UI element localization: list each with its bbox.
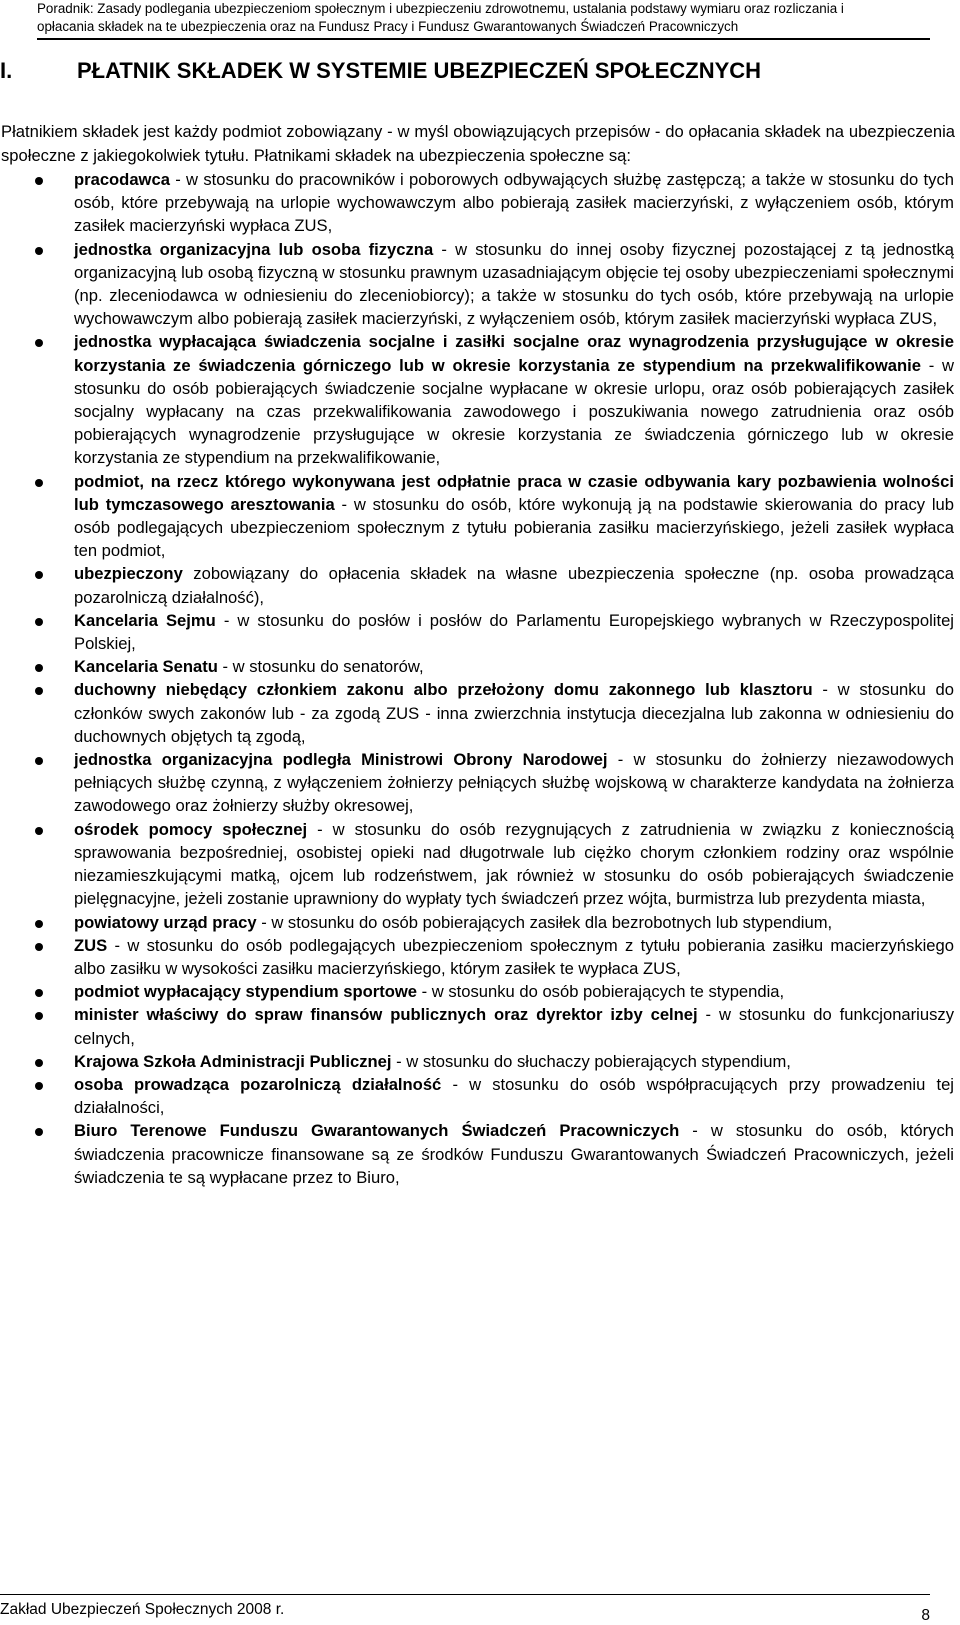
- bullet-icon: [35, 920, 43, 928]
- bullet-icon: [35, 1012, 43, 1020]
- payer-name: pracodawca: [74, 170, 170, 189]
- payer-list-item: [0, 168, 960, 238]
- payer-name: jednostka organizacyjna lub osoba fizyczna: [74, 239, 434, 259]
- bullet-icon: [35, 339, 43, 347]
- bullet-icon: [35, 618, 43, 626]
- payer-list-item: [0, 562, 960, 608]
- payer-name: Biuro Terenowe Funduszu Gwarantowanych Świadczeń Pracowniczych: [74, 1121, 680, 1141]
- section-number: I.: [0, 58, 13, 83]
- payer-name: jednostka organizacyjna podległa Ministrowi Obrony Narodowej: [74, 750, 608, 770]
- payer-list-item: [0, 818, 960, 911]
- payer-list-item: [0, 655, 960, 678]
- payer-description: - w stosunku do osób podlegających ubezpieczeniom społecznym z tytułu pobierania zasiłku macierzyńskiego albo zasiłku w wysokości zasiłku macierzyńskiego, którym zasiłek te wypłaca ZUS,: [74, 935, 954, 978]
- payer-list-item: [0, 470, 960, 563]
- payer-description: - w stosunku do osób, które wykonują ją na podstawie skierowania do pracy lub osób podlegających ubezpieczeniom społecznym z tytułu pobierania zasiłku macierzyńskiego, jeżeli zasiłek wypłaca ten podmiot,: [74, 494, 954, 561]
- payer-name: ubezpieczony: [74, 564, 183, 584]
- bullet-icon: [35, 757, 43, 765]
- payer-description: - w stosunku do pracowników i poborowych odbywających służbę zastępczą; a także w stosunku do tych osób, które przebywają na urlopie wychowawczym albo pobierają zasiłek macierzyński, z wyłączeniem osób, którym zasiłek macierzyński wypłaca ZUS,: [74, 170, 954, 236]
- payer-description: - w stosunku do osób, których świadczenia pracownicze finansowane są ze środków Funduszu Gwarantowanych Świadczeń Pracowniczych, jeżeli świadczenia te są wypłacane przez to Biuro,: [74, 1121, 954, 1187]
- bullet-icon: [35, 687, 43, 695]
- payer-name: jednostka wypłacająca świadczenia socjalne i zasiłki socjalne oraz wynagrodzenia przysługujące w okresie korzystania ze świadczenia górniczego lub w okresie korzystania ze stypendium na przekwalifikowanie: [74, 332, 954, 375]
- bullet-icon: [35, 479, 43, 487]
- bullet-icon: [35, 664, 43, 672]
- running-header: [37, 0, 930, 40]
- footer-organization: Zakład Ubezpieczeń Społecznych 2008 r.: [0, 1601, 285, 1618]
- payer-name: Kancelaria Sejmu: [74, 610, 216, 630]
- payer-name: powiatowy urząd pracy: [74, 912, 257, 932]
- payer-description: - w stosunku do osób rezygnujących z zatrudnienia w związku z koniecznością sprawowania bezpośredniej, osobistej opieki nad długotrwale lub ciężko chorym członkiem rodziny oraz wspólnie niezamieszkującymi matką, ojcem lub rodzeństwem, jak również w stosunku do osób pobierających świadczenie pielęgnacyjne, jeżeli zostanie uprawniony do wypłaty tych świadczeń przez wójta, burmistrza lub prezydenta miasta,: [74, 819, 954, 909]
- payer-list-item: [0, 1073, 960, 1119]
- payer-list-item: [0, 238, 960, 331]
- payer-name: osoba prowadząca pozarolniczą działalność: [74, 1074, 442, 1094]
- payer-description: - w stosunku do innej osoby fizycznej pozostającej z tą jednostką organizacyjną lub osobą fizyczną w stosunku prawnym uzasadniającym objęcie tej osoby ubezpieczeniami społecznymi (np. zleceniodawca w odniesieniu do zleceniobiorcy); a także w stosunku do tych osób, które przebywają na urlopie wychowawczym albo pobierają zasiłek macierzyński, z wyłączeniem osób, którym zasiłek macierzyński wypłaca ZUS,: [74, 239, 954, 329]
- bullet-icon: [35, 1082, 43, 1090]
- payer-list-item: [0, 748, 960, 818]
- bullet-icon: [35, 943, 43, 951]
- payer-name: duchowny niebędący członkiem zakonu albo przełożony domu zakonnego lub klasztoru: [74, 680, 813, 700]
- payer-description: - w stosunku do senatorów,: [217, 657, 424, 677]
- page-footer: [0, 1594, 930, 1623]
- bullet-icon: [35, 247, 43, 255]
- payer-description: zobowiązany do opłacenia składek na własne ubezpieczenia społeczne (np. osoba prowadząca pozarolniczą działalność),: [74, 564, 954, 607]
- payer-list-item: [0, 911, 960, 934]
- payer-description: - w stosunku do członków swych zakonów lub - za zgodą ZUS - inna zwierzchnia instytucja diecezjalna lub zakonna w odniesieniu do duchownych objętych tą zgodą,: [74, 680, 954, 746]
- payer-description: - w stosunku do słuchaczy pobierających stypendium,: [391, 1051, 791, 1071]
- payer-list-item: [0, 934, 960, 980]
- bullet-icon: [35, 827, 43, 835]
- payer-description: - w stosunku do osób pobierających te stypendia,: [417, 982, 785, 1002]
- payer-list: [0, 168, 960, 1189]
- payer-name: minister właściwy do spraw finansów publicznych oraz dyrektor izby celnej: [74, 1005, 698, 1025]
- payer-name: podmiot, na rzecz którego wykonywana jest odpłatnie praca w czasie odbywania kary pozbawienia wolności lub tymczasowego aresztowania: [74, 471, 954, 514]
- payer-list-item: [0, 1050, 960, 1073]
- payer-list-item: [0, 1119, 960, 1189]
- payer-description: - w stosunku do żołnierzy niezawodowych pełniących służbę czynną, z wyłączeniem żołnierzy pełniących służbę wojskową w charakterze kandydata na żołnierza zawodowego oraz żołnierzy służby okresowej,: [74, 750, 954, 816]
- page-number: 8: [921, 1607, 930, 1624]
- payer-name: ośrodek pomocy społecznej: [74, 819, 308, 839]
- payer-list-item: [0, 678, 960, 748]
- header-line-1: Poradnik: Zasady podlegania ubezpieczeniom społecznym i ubezpieczeniu zdrowotnemu, ustalania podstawy wymiaru oraz rozliczania i: [37, 1, 844, 16]
- payer-list-item: [0, 609, 960, 655]
- payer-name: Kancelaria Senatu: [74, 657, 218, 677]
- intro-paragraph: Płatnikiem składek jest każdy podmiot zobowiązany - w myśl obowiązujących przepisów - do opłacania składek na ubezpieczenia społeczne z jakiegokolwiek tytułu. Płatnikami składek na ubezpieczenia społeczne są:: [1, 122, 955, 165]
- header-line-2: opłacania składek na te ubezpieczenia oraz na Fundusz Pracy i Fundusz Gwarantowanych Świadczeń Pracowniczych: [37, 19, 739, 34]
- payer-name: ZUS: [74, 935, 108, 955]
- bullet-icon: [35, 1128, 43, 1136]
- payer-description: - w stosunku do funkcjonariuszy celnych,: [74, 1005, 954, 1048]
- bullet-icon: [35, 571, 43, 579]
- payer-description: - w stosunku do osób pobierających świadczenie socjalne wypłacane w okresie urlopu, oraz osób pobierających zasiłek socjalny wypłacany na czas przekwalifikowania zawodowego i poszukiwania nowego zatrudnienia oraz osób pobierających wynagrodzenie przysługujące w okresie korzystania ze świadczenia górniczego lub w okresie korzystania ze stypendium na przekwalifikowanie,: [74, 355, 954, 468]
- document-body: [0, 120, 960, 1189]
- bullet-icon: [35, 177, 43, 185]
- payer-list-item: [0, 330, 960, 469]
- bullet-icon: [35, 1059, 43, 1067]
- bullet-icon: [35, 989, 43, 997]
- payer-name: podmiot wypłacający stypendium sportowe: [74, 982, 418, 1002]
- payer-description: - w stosunku do posłów i posłów do Parlamentu Europejskiego wybranych w Rzeczypospolitej Polskiej,: [74, 610, 954, 654]
- payer-description: - w stosunku do osób pobierających zasiłek dla bezrobotnych lub stypendium,: [256, 912, 833, 932]
- payer-description: - w stosunku do osób współpracujących przy prowadzeniu tej działalności,: [74, 1074, 954, 1118]
- payer-list-item: [0, 980, 960, 1003]
- section-title: PŁATNIK SKŁADEK W SYSTEMIE UBEZPIECZEŃ SPOŁECZNYCH: [77, 58, 762, 83]
- payer-list-item: [0, 1003, 960, 1049]
- payer-name: Krajowa Szkoła Administracji Publicznej: [74, 1051, 392, 1071]
